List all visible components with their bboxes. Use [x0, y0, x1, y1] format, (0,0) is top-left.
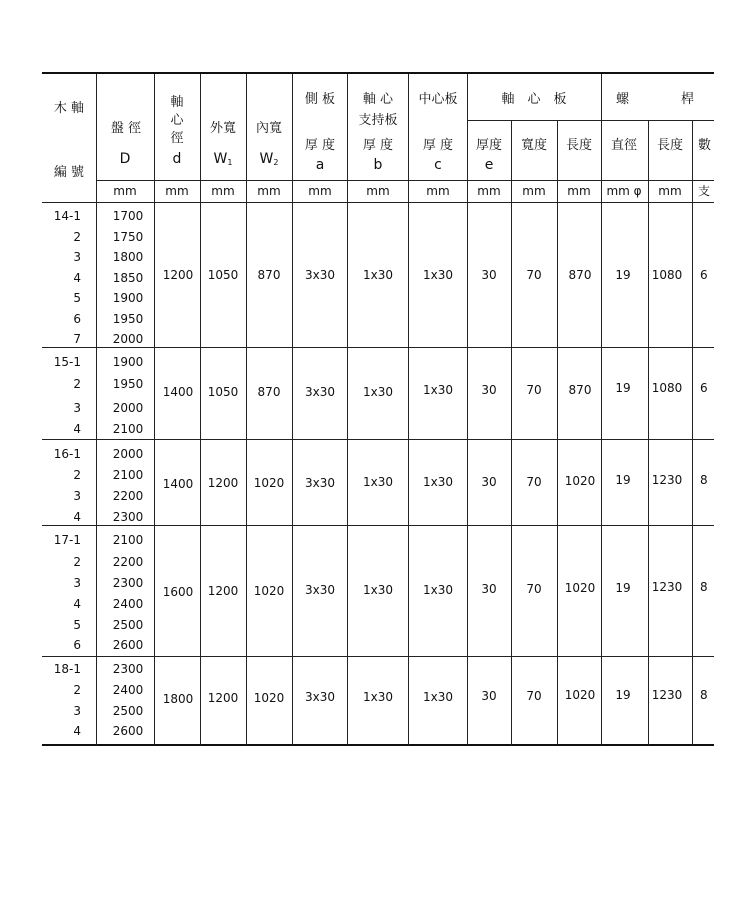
bottom-rule	[42, 744, 714, 746]
disk-diameter: 2000	[112, 401, 144, 415]
center-plate-thickness-c: 1x30	[422, 583, 454, 597]
outer-width-w1: 1050	[207, 385, 239, 399]
support-plate-thickness-b: 1x30	[362, 268, 394, 282]
row-id: 2	[73, 230, 81, 244]
disk-diameter: 1900	[112, 355, 144, 369]
unit-cell: mm	[426, 184, 450, 198]
header-chokkei: 直徑	[610, 138, 638, 153]
side-plate-thickness-a: 3x30	[304, 583, 336, 597]
bolt-diameter: 19	[615, 268, 631, 282]
header-atsu-a: 厚 度	[304, 138, 336, 153]
header-e: e	[484, 157, 494, 173]
header-jikushin: 軸 心	[362, 92, 394, 107]
hub-plate-thickness-e: 30	[481, 475, 497, 489]
bolt-count: 6	[700, 381, 708, 395]
units-top-rule	[96, 180, 714, 181]
row-id: 2	[73, 683, 81, 697]
header-W2: $W_2$	[259, 151, 279, 167]
inner-width-w2: 870	[257, 385, 281, 399]
row-id: 3	[73, 704, 81, 718]
disk-diameter: 2300	[112, 510, 144, 524]
unit-cell: mm	[477, 184, 501, 198]
header-haba: 寬度	[520, 138, 548, 153]
column-rule	[511, 120, 512, 745]
disk-diameter: 2400	[112, 683, 144, 697]
disk-diameter: 1850	[112, 271, 144, 285]
disk-diameter: 2100	[112, 533, 144, 547]
unit-cell: mm	[113, 184, 137, 198]
row-id: 14-1	[53, 209, 81, 223]
disk-diameter: 1750	[112, 230, 144, 244]
shaft-diameter-d: 1800	[162, 692, 194, 706]
inner-width-w2: 1020	[253, 584, 285, 598]
header-naikan: 內寬	[255, 121, 283, 136]
unit-cell: mm	[308, 184, 332, 198]
header-b: b	[373, 157, 383, 173]
row-id: 18-1	[53, 662, 81, 676]
row-id: 2	[73, 468, 81, 482]
header-gaikan: 外寬	[209, 121, 237, 136]
side-plate-thickness-a: 3x30	[304, 690, 336, 704]
hub-plate-length: 1020	[564, 474, 596, 488]
header-jiku-3: 徑	[170, 131, 184, 146]
hub-plate-width: 70	[526, 689, 542, 703]
disk-diameter: 2500	[112, 704, 144, 718]
hub-plate-width: 70	[526, 475, 542, 489]
hub-plate-width: 70	[526, 268, 542, 282]
disk-diameter: 2000	[112, 447, 144, 461]
header-jiku-2: 心	[170, 113, 184, 128]
column-rule	[557, 120, 558, 745]
row-id: 3	[73, 489, 81, 503]
disk-diameter: 2200	[112, 489, 144, 503]
unit-cell: mm	[165, 184, 189, 198]
disk-diameter: 1950	[112, 377, 144, 391]
bolt-diameter: 19	[615, 581, 631, 595]
unit-cell: mm	[257, 184, 281, 198]
bolt-count: 6	[700, 268, 708, 282]
outer-width-w1: 1200	[207, 584, 239, 598]
bolt-length: 1080	[651, 381, 683, 395]
header-mokujiku: 木 軸	[53, 101, 85, 116]
row-id: 16-1	[53, 447, 81, 461]
header-atsu-b: 厚 度	[362, 138, 394, 153]
bolt-length: 1230	[651, 473, 683, 487]
unit-cell: mm	[211, 184, 235, 198]
disk-diameter: 2600	[112, 638, 144, 652]
column-rule	[154, 74, 155, 745]
hub-plate-width: 70	[526, 383, 542, 397]
row-id: 4	[73, 597, 81, 611]
header-d: d	[172, 151, 182, 167]
center-plate-thickness-c: 1x30	[422, 475, 454, 489]
hub-plate-thickness-e: 30	[481, 383, 497, 397]
header-sokuban: 側 板	[304, 92, 336, 107]
hub-plate-thickness-e: 30	[481, 582, 497, 596]
column-rule	[200, 74, 201, 745]
hub-plate-thickness-e: 30	[481, 268, 497, 282]
column-rule	[601, 74, 602, 745]
unit-cell: mm	[366, 184, 390, 198]
unit-cell: mm φ	[606, 184, 642, 198]
support-plate-thickness-b: 1x30	[362, 385, 394, 399]
shaft-diameter-d: 1400	[162, 385, 194, 399]
header-chou-bolt: 長度	[656, 138, 684, 153]
hub-plate-width: 70	[526, 582, 542, 596]
header-atsu-c: 厚 度	[422, 138, 454, 153]
hub-plate-length: 870	[568, 268, 592, 282]
bolt-diameter: 19	[615, 473, 631, 487]
side-plate-thickness-a: 3x30	[304, 268, 336, 282]
top-rule	[42, 72, 714, 74]
row-id: 15-1	[53, 355, 81, 369]
unit-cell: mm	[658, 184, 682, 198]
row-id: 3	[73, 250, 81, 264]
shaft-diameter-d: 1200	[162, 268, 194, 282]
bolt-length: 1230	[651, 688, 683, 702]
shaft-diameter-d: 1600	[162, 585, 194, 599]
support-plate-thickness-b: 1x30	[362, 475, 394, 489]
unit-cell: mm	[522, 184, 546, 198]
disk-diameter: 2600	[112, 724, 144, 738]
disk-diameter: 2100	[112, 468, 144, 482]
hub-plate-length: 1020	[564, 581, 596, 595]
header-D: D	[119, 151, 131, 167]
header-W1: $W_1$	[213, 151, 233, 167]
support-plate-thickness-b: 1x30	[362, 690, 394, 704]
row-id: 6	[73, 638, 81, 652]
disk-diameter: 2000	[112, 332, 144, 346]
center-plate-thickness-c: 1x30	[422, 690, 454, 704]
header-bolt: 螺 桿	[616, 92, 695, 107]
header-chou-plate: 長度	[565, 138, 593, 153]
column-rule	[292, 74, 293, 745]
row-id: 5	[73, 291, 81, 305]
group-separator	[42, 656, 714, 657]
center-plate-thickness-c: 1x30	[422, 268, 454, 282]
disk-diameter: 2300	[112, 662, 144, 676]
disk-diameter: 2200	[112, 555, 144, 569]
outer-width-w1: 1200	[207, 691, 239, 705]
bolt-count: 8	[700, 580, 708, 594]
group-separator	[42, 347, 714, 348]
sub-header-rule	[467, 120, 714, 121]
inner-width-w2: 870	[257, 268, 281, 282]
column-rule	[96, 74, 97, 745]
inner-width-w2: 1020	[253, 691, 285, 705]
disk-diameter: 1900	[112, 291, 144, 305]
hub-plate-thickness-e: 30	[481, 689, 497, 703]
header-kazu: 數	[698, 138, 712, 153]
row-id: 4	[73, 724, 81, 738]
disk-diameter: 2100	[112, 422, 144, 436]
column-rule	[692, 120, 693, 745]
bolt-length: 1080	[651, 268, 683, 282]
column-rule	[648, 120, 649, 745]
header-bottom-rule	[42, 202, 714, 203]
row-id: 3	[73, 401, 81, 415]
row-id: 4	[73, 510, 81, 524]
bolt-length: 1230	[651, 580, 683, 594]
header-c: c	[434, 157, 442, 173]
column-rule	[408, 74, 409, 745]
row-id: 6	[73, 312, 81, 326]
header-bangou: 編 號	[53, 165, 85, 180]
row-id: 4	[73, 271, 81, 285]
unit-cell: 支	[698, 184, 711, 198]
hub-plate-length: 870	[568, 383, 592, 397]
unit-cell: mm	[567, 184, 591, 198]
column-rule	[246, 74, 247, 745]
row-id: 17-1	[53, 533, 81, 547]
outer-width-w1: 1200	[207, 476, 239, 490]
side-plate-thickness-a: 3x30	[304, 476, 336, 490]
disk-diameter: 1950	[112, 312, 144, 326]
row-id: 3	[73, 576, 81, 590]
side-plate-thickness-a: 3x30	[304, 385, 336, 399]
shaft-diameter-d: 1400	[162, 477, 194, 491]
bolt-diameter: 19	[615, 688, 631, 702]
support-plate-thickness-b: 1x30	[362, 583, 394, 597]
bolt-count: 8	[700, 688, 708, 702]
column-rule	[347, 74, 348, 745]
row-id: 2	[73, 377, 81, 391]
inner-width-w2: 1020	[253, 476, 285, 490]
group-separator	[42, 439, 714, 440]
header-jiku-1: 軸	[170, 95, 184, 110]
bolt-diameter: 19	[615, 381, 631, 395]
hub-plate-length: 1020	[564, 688, 596, 702]
bolt-count: 8	[700, 473, 708, 487]
header-ban-kei: 盤 徑	[110, 121, 142, 136]
disk-diameter: 1700	[112, 209, 144, 223]
disk-diameter: 2300	[112, 576, 144, 590]
row-id: 2	[73, 555, 81, 569]
row-id: 5	[73, 618, 81, 632]
disk-diameter: 2500	[112, 618, 144, 632]
outer-width-w1: 1050	[207, 268, 239, 282]
row-id: 7	[73, 332, 81, 346]
disk-diameter: 2400	[112, 597, 144, 611]
column-rule	[467, 74, 468, 745]
row-id: 4	[73, 422, 81, 436]
header-shijiban: 支持板	[358, 113, 398, 128]
header-atsu-e: 厚度	[475, 138, 503, 153]
header-jikushinban: 軸 心 板	[501, 92, 567, 107]
group-separator	[42, 525, 714, 526]
center-plate-thickness-c: 1x30	[422, 383, 454, 397]
header-a: a	[315, 157, 325, 173]
disk-diameter: 1800	[112, 250, 144, 264]
header-chushinban: 中心板	[418, 92, 458, 107]
